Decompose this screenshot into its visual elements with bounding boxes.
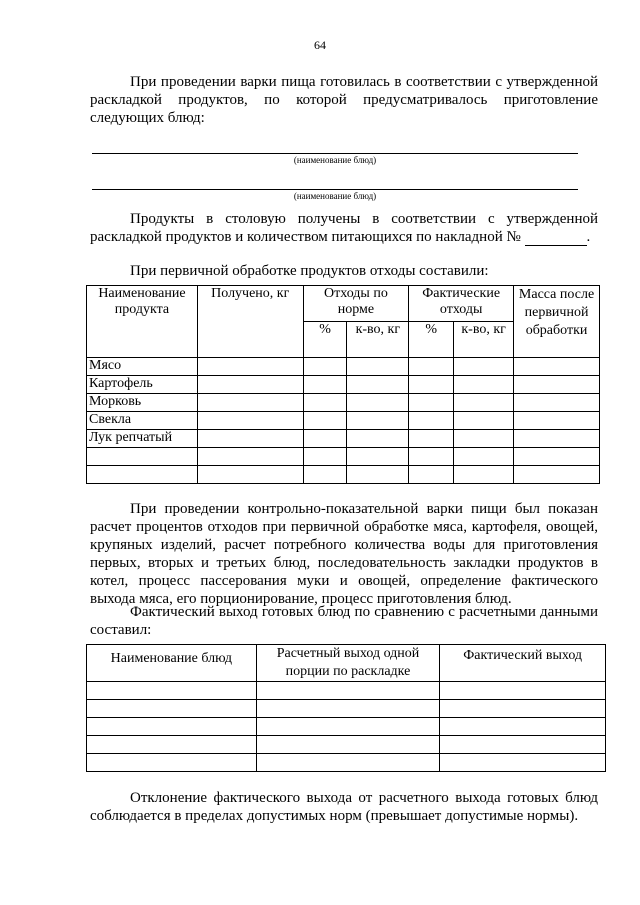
dish-line-2 — [92, 189, 578, 190]
header-actual-percent: % — [409, 322, 454, 358]
table-row — [87, 448, 600, 466]
products-text: Продукты в столовую получены в соответствии с утвержденной раскладкой продуктов и количеством питающихся по накладной № — [90, 211, 598, 245]
page-number: 64 — [314, 38, 326, 52]
products-end: . — [586, 229, 591, 245]
table-row — [87, 394, 600, 412]
header-received: Получено, кг — [197, 286, 303, 358]
invoice-number-blank — [525, 232, 587, 246]
header-actual-waste: Фактические отходы — [409, 286, 514, 322]
dish-caption-1: (наименование блюд) — [293, 155, 377, 165]
table-row — [87, 736, 606, 754]
table-row — [87, 700, 606, 718]
product-name: Мясо — [87, 358, 198, 376]
product-name — [87, 448, 198, 466]
deviation-paragraph: Отклонение фактического выхода от расчетного выхода готовых блюд соблюдается в пределах допустимых норм (превышает допустимые нормы). — [90, 790, 598, 824]
products-paragraph — [90, 210, 598, 246]
header-norm-percent: % — [303, 322, 347, 358]
product-name: Свекла — [87, 412, 198, 430]
intro-paragraph: При проведении варки пища готовилась в соответствии с утвержденной раскладкой продуктов, по которой предусматривалось приготовление следующих блюд: — [90, 74, 598, 126]
product-name: Лук репчатый — [87, 430, 198, 448]
table-row — [87, 682, 606, 700]
header-mass-after: Масса после первичной обработки — [514, 286, 600, 358]
table-row — [87, 412, 600, 430]
table-row — [87, 718, 606, 736]
waste-table — [86, 285, 600, 484]
output-paragraph: Фактический выход готовых блюд по сравнению с расчетными данными составил: — [90, 604, 598, 638]
header-actual-qty: к-во, кг — [454, 322, 514, 358]
header-dish-name: Наименование блюд — [87, 645, 257, 682]
waste-heading: При первичной обработке продуктов отходы составили: — [130, 263, 489, 279]
table-row — [87, 430, 600, 448]
table-row — [87, 376, 600, 394]
table-row — [87, 754, 606, 772]
table-row — [87, 358, 600, 376]
header-calc-output: Расчетный выход одной порции по раскладке — [256, 645, 440, 682]
dish-caption-2: (наименование блюд) — [293, 191, 377, 201]
product-name: Картофель — [87, 376, 198, 394]
header-product-name: Наименование продукта — [87, 286, 198, 358]
table-row — [87, 466, 600, 484]
dish-line-1 — [92, 153, 578, 154]
header-norm-waste: Отходы по норме — [303, 286, 409, 322]
header-norm-qty: к-во, кг — [347, 322, 409, 358]
control-paragraph: При проведении контрольно-показательной варки пищи был показан расчет процентов отходов при первичной обработке мяса, картофеля, овощей, крупяных изделий, расчет потребного количества воды для приготовления первых, вторых и третьих блюд, последовательность закладки продуктов в котел, процесс пассерования муки и овощей, определение фактического выхода мяса, его порционирование, процесс приготовления блюд. — [90, 501, 598, 607]
product-name — [87, 466, 198, 484]
product-name: Морковь — [87, 394, 198, 412]
header-actual-output: Фактический выход — [440, 645, 606, 682]
output-table — [86, 644, 606, 772]
